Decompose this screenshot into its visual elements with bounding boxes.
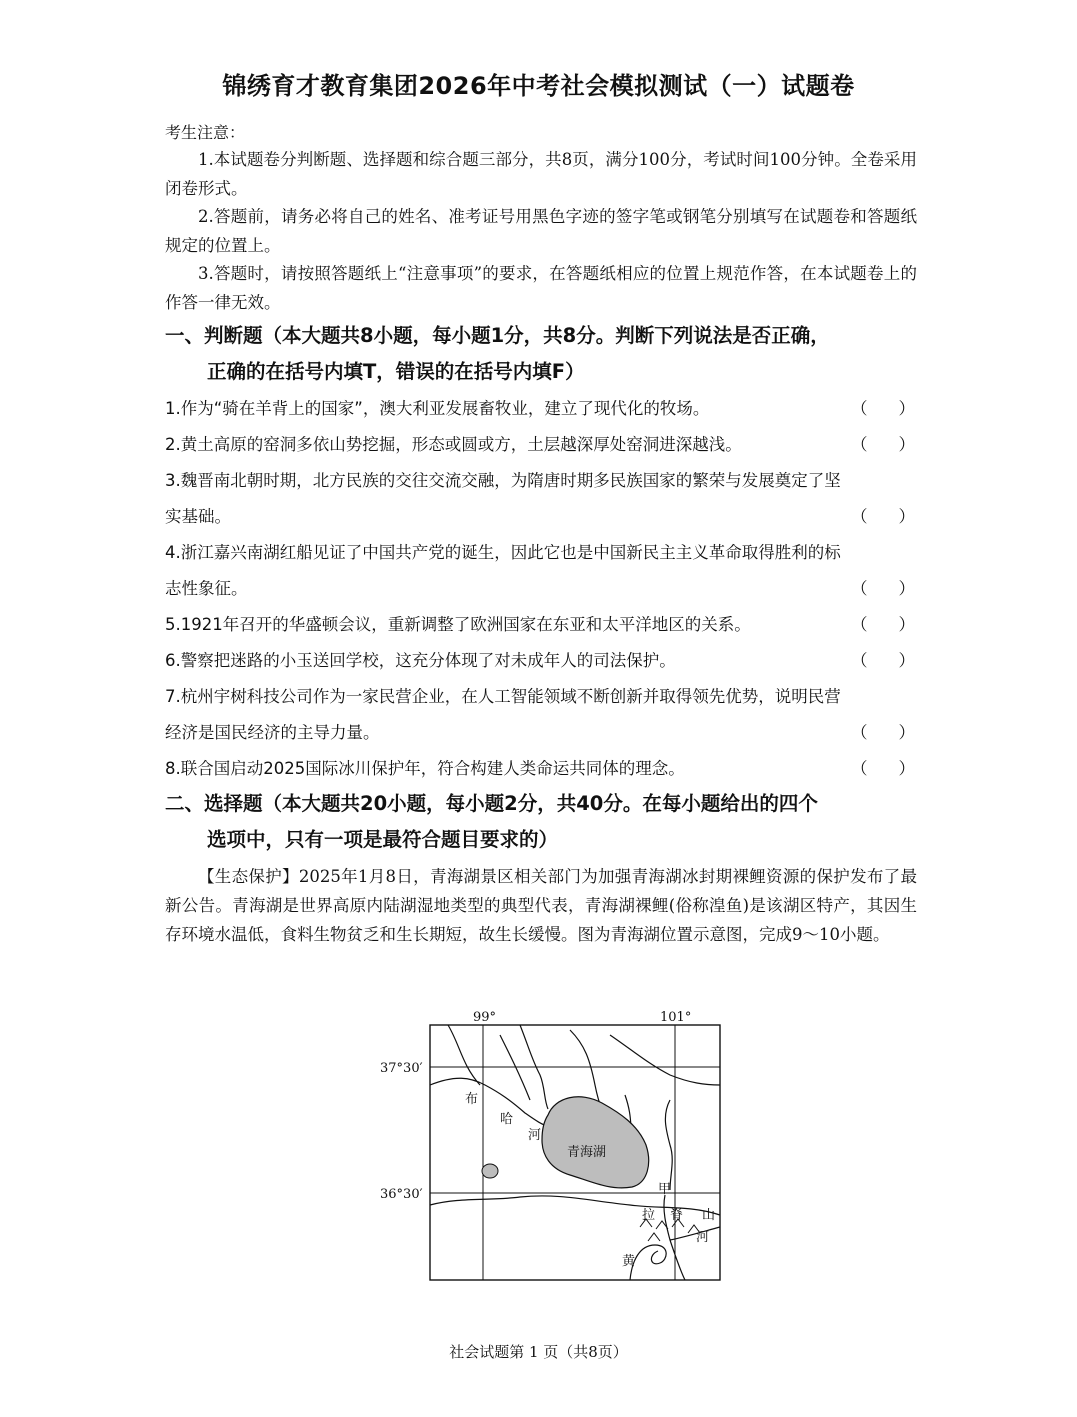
notice-item-2: 2.答题前，请务必将自己的姓名、准考证号用黑色字迹的签字笔或钢笔分别填写在试题卷和答题纸规定的位置上。 [165, 207, 917, 255]
question-2 [165, 427, 917, 463]
map-svg [370, 1005, 730, 1285]
question-stem: 6.警察把迷路的小玉送回学校，这充分体现了对未成年人的司法保护。 [165, 651, 676, 670]
section-2-line-1: 二、选择题（本大题共20小题，每小题2分，共40分。在每小题给出的四个 [165, 792, 818, 815]
section-2-heading [165, 786, 920, 858]
yellow-river-char-huang: 黄 [622, 1254, 636, 1269]
notice-item-3: 3.答题时，请按照答题纸上“注意事项”的要求，在答题纸相应的位置上规范作答，在本试题卷上的作答一律无效。 [165, 264, 917, 312]
question-stem: 5.1921年召开的华盛顿会议，重新调整了欧洲国家在东亚和太平洋地区的关系。 [165, 615, 751, 634]
question-7 [165, 679, 917, 751]
question-stem: 2.黄土高原的窑洞多依山势挖掘，形态或圆或方，土层越深厚处窑洞进深越浅。 [165, 435, 742, 454]
question-8 [165, 751, 917, 787]
yellow-river [630, 1245, 666, 1280]
question-5 [165, 607, 917, 643]
mountain-char-la: 拉 [642, 1208, 656, 1223]
qinghai-lake-map [370, 1005, 730, 1285]
answer-bracket[interactable]: （ ） [851, 615, 915, 634]
question-stem: 4.浙江嘉兴南湖红船见证了中国共产党的诞生，因此它也是中国新民主主义革命取得胜利的标志性象征。 [165, 543, 841, 598]
lon-label-left: 99° [473, 1010, 497, 1025]
question-stem: 7.杭州宇树科技公司作为一家民营企业，在人工智能领域不断创新并取得领先优势，说明民营经济是国民经济的主导力量。 [165, 687, 841, 742]
mountain-char-ji: 脊 [670, 1208, 684, 1223]
tributary [448, 1025, 480, 1085]
buha-river [430, 1078, 550, 1127]
question-4 [165, 535, 917, 607]
river-char-ha: 哈 [500, 1112, 514, 1127]
question-stem: 8.联合国启动2025国际冰川保护年，符合构建人类命运共同体的理念。 [165, 759, 685, 778]
answer-bracket[interactable]: （ ） [851, 651, 915, 670]
answer-bracket[interactable]: （ ） [851, 507, 915, 526]
river-char-bu: 布 [465, 1092, 479, 1107]
lake-label: 青海湖 [567, 1145, 607, 1160]
page-title: 锦绣育才教育集团2026年中考社会模拟测试（一）试题卷 [222, 72, 855, 100]
question-stem: 3.魏晋南北朝时期，北方民族的交往交流交融，为隋唐时期多民族国家的繁荣与发展奠定了坚实基础。 [165, 471, 841, 526]
question-3 [165, 463, 917, 535]
answer-bracket[interactable]: （ ） [851, 759, 915, 778]
tributary [665, 1100, 672, 1190]
tributary [610, 1035, 720, 1085]
section-1-line-2: 正确的在括号内填T，错误的在括号内填F） [207, 360, 585, 383]
point-jia-label: 甲 [658, 1182, 672, 1197]
lat-label-top: 37°30′ [380, 1061, 423, 1076]
yellow-river-char-he: 河 [696, 1230, 710, 1245]
notice-item-1: 1.本试题卷分判断题、选择题和综合题三部分，共8页，满分100分，考试时间100分钟。全卷采用闭卷形式。 [165, 150, 917, 198]
page-footer: 社会试题第 1 页（共8页） [449, 1343, 628, 1361]
river-char-he: 河 [528, 1128, 542, 1143]
lat-label-bottom: 36°30′ [380, 1187, 423, 1202]
answer-bracket[interactable]: （ ） [851, 399, 915, 418]
answer-bracket[interactable]: （ ） [851, 723, 915, 742]
section-1-line-1: 一、判断题（本大题共8小题，每小题1分，共8分。判断下列说法是否正确， [165, 324, 830, 347]
question-stem: 1.作为“骑在羊背上的国家”，澳大利亚发展畜牧业，建立了现代化的牧场。 [165, 399, 710, 418]
notice-heading: 考生注意： [165, 123, 246, 142]
lon-label-right: 101° [660, 1010, 692, 1025]
material-paragraph: 【生态保护】2025年1月8日，青海湖景区相关部门为加强青海湖冰封期裸鲤资源的保护发布了最新公告。青海湖是世界高原内陆湖湿地类型的典型代表，青海湖裸鲤(俗称湟鱼)是该湖区特产，其因生存环境水温低，食料生物贫乏和生长期短，故生长缓慢。图为青海湖位置示意图，完成9～10小题。 [165, 867, 917, 944]
answer-bracket[interactable]: （ ） [851, 435, 915, 454]
section-2-line-2: 选项中，只有一项是最符合题目要求的） [207, 828, 559, 851]
qinghai-lake [542, 1097, 649, 1188]
question-6 [165, 643, 917, 679]
question-1 [165, 391, 917, 427]
answer-bracket[interactable]: （ ） [851, 579, 915, 598]
yellow-river [670, 1227, 720, 1240]
small-lake [482, 1164, 498, 1178]
section-1-heading [165, 318, 920, 390]
mountain-char-shan: 山 [702, 1208, 716, 1223]
